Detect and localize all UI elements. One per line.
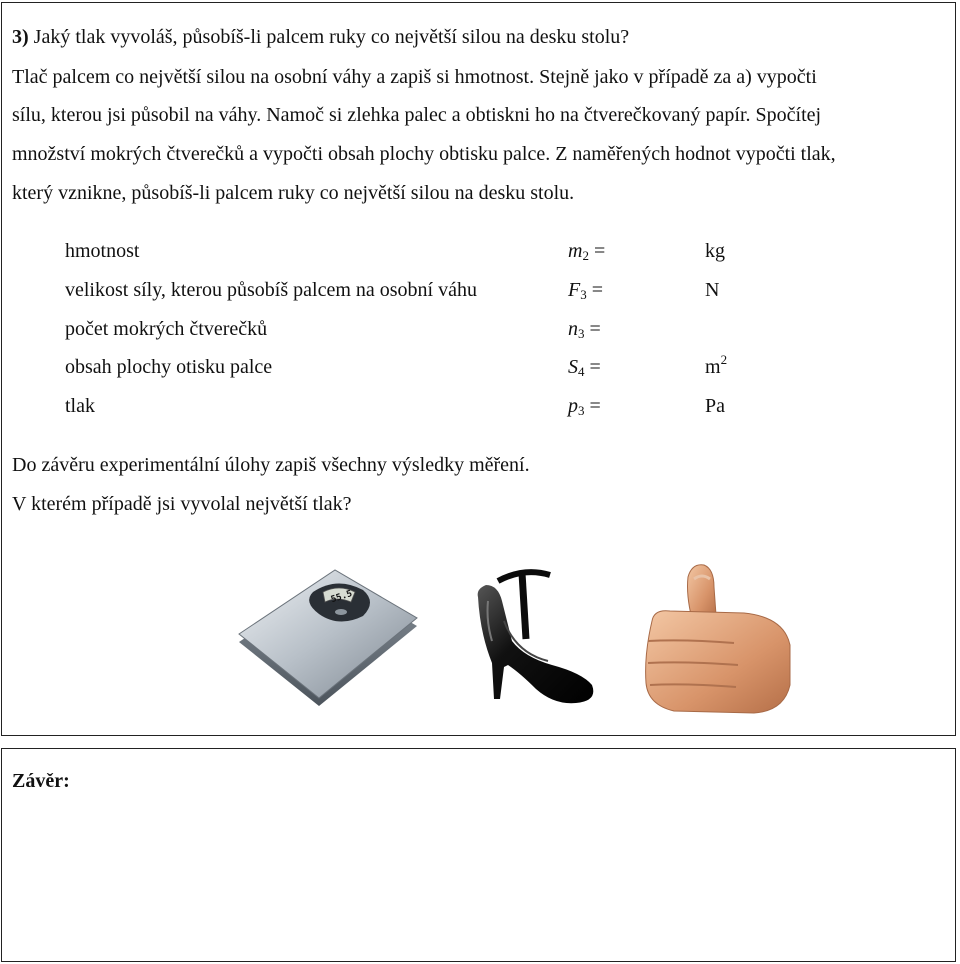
instruction-line-3: množství mokrých čtverečků a vypočti obsah plochy obtisku palce. Z naměřených hodnot vypočti tlak, xyxy=(12,143,836,165)
row-label-area: obsah plochy otisku palce xyxy=(65,356,273,378)
row-symbol-area: $S_4$ = xyxy=(568,356,601,379)
bathroom-scale-icon xyxy=(227,548,427,718)
high-heel-shoe-icon xyxy=(464,561,604,711)
row-unit-area: $m^2$ xyxy=(705,352,728,378)
thumbs-up-hand-icon xyxy=(634,555,794,717)
closing-line-2: V kterém případě jsi vyvolal největší tlak? xyxy=(12,493,352,515)
closing-line-1: Do závěru experimentální úlohy zapiš všechny výsledky měření. xyxy=(12,454,530,476)
task-question-line xyxy=(12,25,629,49)
row-unit-force: N xyxy=(705,279,720,301)
row-symbol-squares: $n_3$ = xyxy=(568,318,601,341)
instruction-line-4: který vznikne, působíš-li palcem ruky co největší silou na desku stolu. xyxy=(12,182,575,204)
row-unit-pressure: Pa xyxy=(705,395,725,417)
row-symbol-mass: $m_2$ = xyxy=(568,240,606,263)
instruction-line-2: sílu, kterou jsi působil na váhy. Namoč si zlehka palec a obtiskni ho na čtverečkovaný papír. Spočítej xyxy=(12,104,822,126)
row-unit-mass: kg xyxy=(705,240,725,262)
instruction-line-1: Tlač palcem co největší silou na osobní váhy a zapiš si hmotnost. Stejně jako v případě za a) vypočti xyxy=(12,66,817,88)
conclusion-label: Závěr: xyxy=(12,770,70,792)
row-symbol-pressure: $p_3$ = xyxy=(568,395,601,418)
scale-display-readout: 55.5 xyxy=(329,589,354,606)
row-label-pressure: tlak xyxy=(65,395,95,417)
task-question: Jaký tlak vyvoláš, působíš-li palcem ruky co největší silou na desku stolu? xyxy=(33,26,630,48)
row-label-squares: počet mokrých čtverečků xyxy=(65,318,268,340)
row-symbol-force: $F_3$ = xyxy=(568,279,603,302)
row-label-mass: hmotnost xyxy=(65,240,140,262)
task-box xyxy=(1,2,956,736)
conclusion-box xyxy=(1,748,956,962)
task-number: 3) xyxy=(12,26,29,48)
row-label-force: velikost síly, kterou působíš palcem na osobní váhu xyxy=(65,279,477,301)
